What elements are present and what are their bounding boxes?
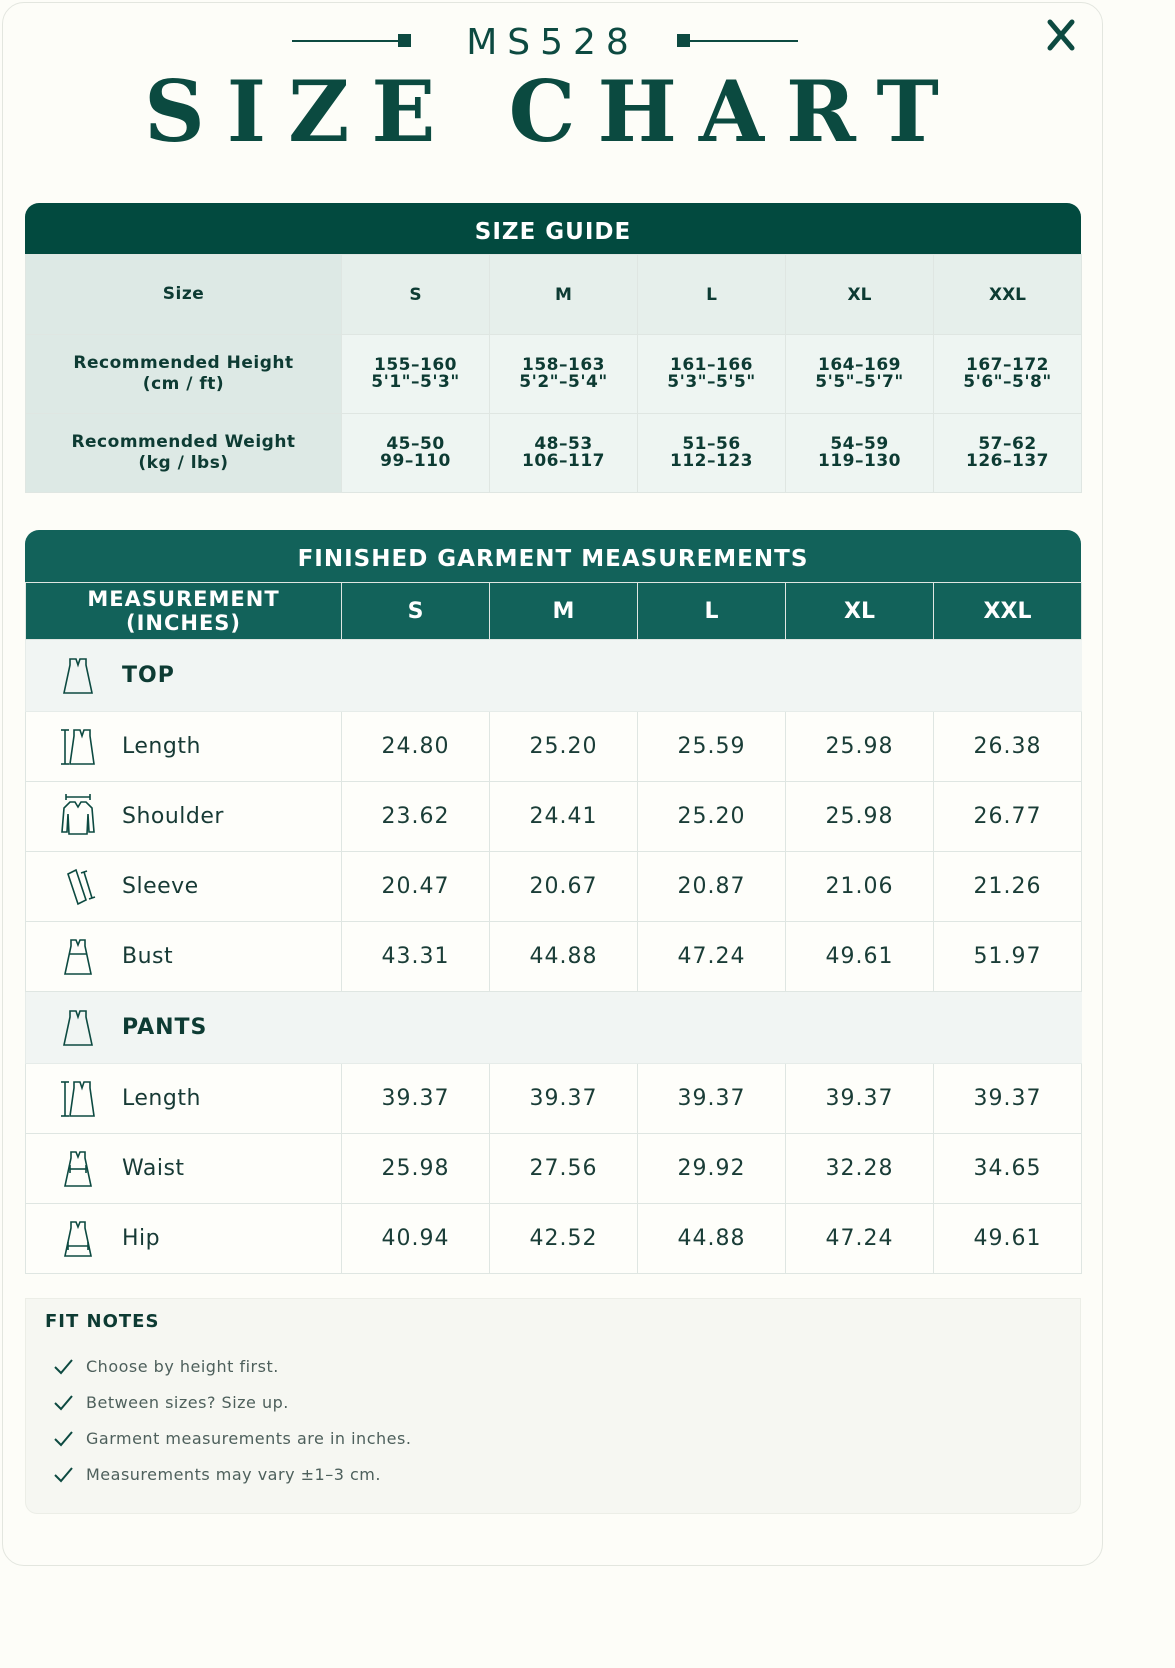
measurement-value: 44.88 [490,922,638,992]
measurement-value: 34.65 [934,1134,1082,1204]
header-line1: MEASUREMENT [87,587,280,611]
measurement-label-cell [26,782,342,852]
measurement-value: 21.26 [934,852,1082,922]
category-cell [26,992,1082,1064]
row-label [26,335,342,414]
measurement-label: Waist [122,1156,185,1181]
measurement-row-top-bust [26,922,1082,992]
size-guide-row-size [26,255,1082,335]
measurement-value: 26.77 [934,782,1082,852]
measurement-value: 40.94 [342,1204,490,1274]
garment-measurements-table [25,582,1082,1274]
checkmark-icon [52,1391,74,1413]
weight-cell [490,414,638,493]
height-ft: 5'1"–5'3" [371,372,460,392]
waist-icon [56,1144,100,1194]
height-cm: 167–172 [966,355,1049,375]
category-label: TOP [122,663,175,688]
top-garment-icon [56,651,100,701]
height-cell [490,335,638,414]
fit-note-text: Choose by height first. [86,1356,279,1376]
measurement-column-header [26,583,342,640]
weight-lbs: 99–110 [380,451,451,471]
size-cell: L [638,255,786,335]
measurement-value: 39.37 [786,1064,934,1134]
measurement-label-cell [26,1204,342,1274]
close-button[interactable] [1038,14,1084,60]
checkmark-icon [52,1463,74,1485]
size-guide-row-height [26,335,1082,414]
category-label: PANTS [122,1015,208,1040]
size-column-header: XXL [934,583,1082,640]
size-cell: S [342,255,490,335]
fit-note-item [52,1423,411,1453]
measurement-value: 51.97 [934,922,1082,992]
row-label-line2: (cm / ft) [142,374,225,394]
measurement-value: 25.20 [490,712,638,782]
measurement-label: Hip [122,1226,161,1251]
measurement-value: 24.80 [342,712,490,782]
height-ft: 5'5"–5'7" [815,372,904,392]
measurement-label-cell [26,712,342,782]
height-cell [342,335,490,414]
height-cell [638,335,786,414]
header-line2: (INCHES) [125,611,242,635]
measurement-label: Shoulder [122,804,224,829]
measurement-row-top-shoulder [26,782,1082,852]
category-row-pants [26,992,1082,1064]
fit-note-item [52,1351,279,1381]
size-cell: M [490,255,638,335]
measurement-value: 27.56 [490,1134,638,1204]
height-cell [786,335,934,414]
measurement-value: 47.24 [786,1204,934,1274]
category-row-top [26,640,1082,712]
close-icon [1038,14,1084,60]
height-ft: 5'3"–5'5" [667,372,756,392]
measurement-label-cell [26,1064,342,1134]
weight-lbs: 112–123 [670,451,753,471]
row-label: Size [26,255,342,335]
model-row [0,22,1105,62]
height-cm: 164–169 [818,355,901,375]
measurement-value: 47.24 [638,922,786,992]
measurement-value: 49.61 [786,922,934,992]
size-column-header: XL [786,583,934,640]
measurement-value: 39.37 [342,1064,490,1134]
weight-cell [934,414,1082,493]
garment-length-icon [56,722,100,772]
fit-notes-title: FIT NOTES [45,1311,160,1332]
measurement-value: 20.87 [638,852,786,922]
height-cell [934,335,1082,414]
measurement-label-cell [26,1134,342,1204]
garment-measurements-title: FINISHED GARMENT MEASUREMENTS [25,530,1081,582]
measurement-value: 25.98 [786,782,934,852]
fit-note-text: Measurements may vary ±1–3 cm. [86,1464,381,1484]
size-guide-title: SIZE GUIDE [25,203,1081,255]
fit-notes-panel [25,1298,1081,1514]
size-guide-row-weight [26,414,1082,493]
measurement-value: 39.37 [934,1064,1082,1134]
measurement-value: 25.20 [638,782,786,852]
height-cm: 158–163 [522,355,605,375]
fit-note-text: Garment measurements are in inches. [86,1428,412,1448]
measurement-value: 20.47 [342,852,490,922]
weight-kg: 57–62 [978,434,1037,454]
measurement-value: 20.67 [490,852,638,922]
size-column-header: L [638,583,786,640]
weight-cell [342,414,490,493]
measurement-row-pants-hip [26,1204,1082,1274]
measurement-value: 39.37 [638,1064,786,1134]
weight-cell [786,414,934,493]
measurement-label-cell [26,852,342,922]
height-ft: 5'2"–5'4" [519,372,608,392]
measurement-value: 44.88 [638,1204,786,1274]
measurement-row-pants-length [26,1064,1082,1134]
decorative-rule-right [690,40,798,42]
row-label-line1: Recommended Weight [71,432,296,452]
measurement-label: Length [122,1086,201,1111]
height-ft: 5'6"–5'8" [963,372,1052,392]
measurement-row-top-length [26,712,1082,782]
size-guide-table [25,254,1082,493]
checkmark-icon [52,1355,74,1377]
weight-kg: 51–56 [682,434,741,454]
measurement-value: 42.52 [490,1204,638,1274]
garment-header-row [26,583,1082,640]
fit-note-text: Between sizes? Size up. [86,1392,289,1412]
size-column-header: M [490,583,638,640]
size-cell: XL [786,255,934,335]
weight-kg: 54–59 [830,434,889,454]
height-cm: 161–166 [670,355,753,375]
measurement-value: 25.59 [638,712,786,782]
weight-cell [638,414,786,493]
row-label-line1: Recommended Height [73,353,294,373]
size-cell: XXL [934,255,1082,335]
measurement-value: 24.41 [490,782,638,852]
fit-note-item [52,1459,381,1489]
measurement-value: 25.98 [342,1134,490,1204]
weight-kg: 45–50 [386,434,445,454]
measurement-label: Sleeve [122,874,199,899]
measurement-value: 49.61 [934,1204,1082,1274]
measurement-label: Bust [122,944,174,969]
measurement-label: Length [122,734,201,759]
hip-icon [56,1214,100,1264]
sleeve-icon [56,862,100,912]
measurement-value: 25.98 [786,712,934,782]
measurement-value: 23.62 [342,782,490,852]
header [0,0,1105,170]
measurement-value: 43.31 [342,922,490,992]
measurement-value: 39.37 [490,1064,638,1134]
measurement-row-pants-waist [26,1134,1082,1204]
page-title: SIZE CHART [144,62,961,161]
weight-lbs: 106–117 [522,451,605,471]
category-cell [26,640,1082,712]
bust-icon [56,932,100,982]
checkmark-icon [52,1427,74,1449]
height-cm: 155–160 [374,355,457,375]
weight-lbs: 119–130 [818,451,901,471]
pants-garment-icon [56,1003,100,1053]
row-label-line2: (kg / lbs) [138,453,229,473]
measurement-value: 32.28 [786,1134,934,1204]
measurement-row-top-sleeve [26,852,1082,922]
model-number: MS528 [466,22,639,63]
decorative-rule-right-end [677,34,690,47]
measurement-value: 29.92 [638,1134,786,1204]
garment-length-icon [56,1074,100,1124]
size-column-header: S [342,583,490,640]
measurement-value: 21.06 [786,852,934,922]
measurement-label-cell [26,922,342,992]
measurement-value: 26.38 [934,712,1082,782]
garment-shoulder-icon [56,792,100,842]
row-label [26,414,342,493]
weight-lbs: 126–137 [966,451,1049,471]
weight-kg: 48–53 [534,434,593,454]
fit-note-item [52,1387,289,1417]
